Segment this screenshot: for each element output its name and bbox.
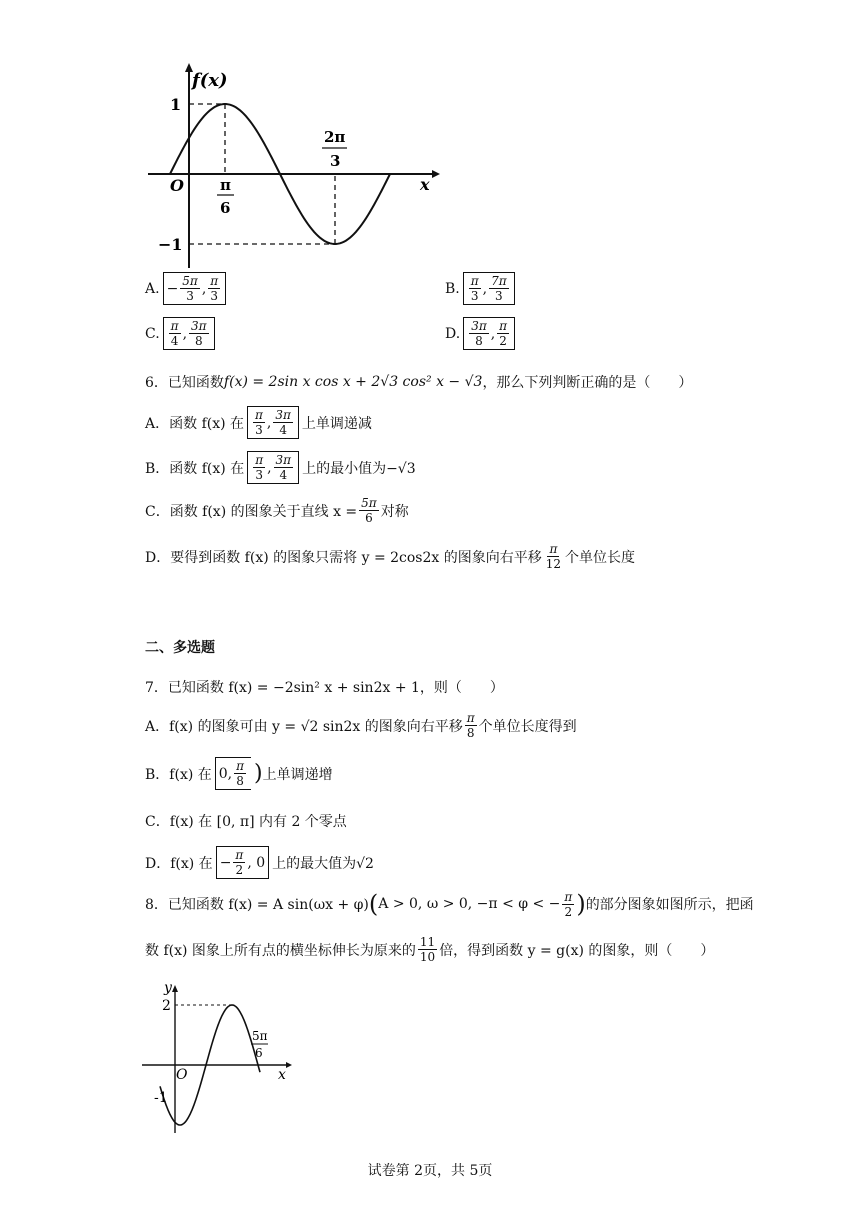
- page-footer: 试卷第 2页，共 5页: [367, 1163, 493, 1179]
- q5-option-d[interactable]: D. $\frac{3\pi}{8}$ , $\frac{\pi}{2}$: [445, 317, 518, 350]
- q7-option-d[interactable]: D． f(x) 在 − $\frac{\pi}{2}$ , 0 上的最大值为√2: [145, 848, 374, 877]
- y-tick-2: 2: [162, 998, 171, 1014]
- y-label-1: f(x): [192, 70, 228, 91]
- q8-stem-line2: 数 f(x) 图象上所有点的横坐标伸长为原来的 $\frac{11}{10}$ 倍，得到函数 y = g(x) 的图象，则（ ）: [145, 935, 715, 964]
- x-tick-5pi6-num: 5π: [252, 1029, 268, 1043]
- x-label-2: x: [278, 1067, 286, 1083]
- section-title-multiple-choice: 二、多选题: [145, 640, 215, 656]
- x-axis-arrow-1: [432, 170, 440, 178]
- q6-option-d[interactable]: D． 要得到函数 f(x) 的图象只需将 y = 2cos2x 的图象向右平移 $\frac{\pi}{12}$ 个单位长度: [145, 542, 636, 571]
- q8-stem-line1: 8．已知函数 f(x) = A sin(ωx + φ) ( A > 0, ω > 0, −π < φ < − $\frac{\pi}{2}$ ) 的部分图象如图所示，把函: [145, 889, 754, 919]
- q6-stem: 6．已知函数 f(x) = 2sin x cos x + 2√3 cos² x − √3 ，那么下列判断正确的是（ ）: [145, 374, 693, 391]
- q7-option-b[interactable]: B． f(x) 在 0, $\frac{\pi}{8}$ ) 上单调递增: [145, 759, 333, 788]
- sine-graph-1: [140, 60, 450, 275]
- q5-option-a[interactable]: A. − $\frac{5\pi}{3}$ , $\frac{\pi}{3}$: [145, 272, 229, 305]
- origin-label-1: O: [170, 176, 184, 195]
- y-label-2: y: [164, 980, 172, 996]
- x-tick-pi6-num: π: [220, 176, 231, 194]
- y-tick-neg1-2: -1: [154, 1090, 168, 1106]
- q5-option-c[interactable]: C. $\frac{\pi}{4}$ , $\frac{3\pi}{8}$: [145, 317, 218, 350]
- q6-option-c[interactable]: C． 函数 f(x) 的图象关于直线 x = $\frac{5\pi}{6}$ 对称: [145, 496, 409, 525]
- q7-option-a[interactable]: A． f(x) 的图象可由 y = √2 sin2x 的图象向右平移 $\frac{\pi}{8}$ 个单位长度得到: [145, 711, 577, 740]
- y-tick-neg1: −1: [158, 235, 183, 254]
- x-tick-pi6-den: 6: [220, 199, 231, 217]
- sine-graph-2: [140, 978, 300, 1138]
- x-tick-2pi3-den: 3: [330, 152, 341, 170]
- x-tick-2pi3-num: 2π: [324, 128, 346, 146]
- x-tick-5pi6-den: 6: [255, 1046, 263, 1060]
- x-axis-arrow-2: [286, 1062, 292, 1068]
- origin-label-2: O: [176, 1067, 188, 1083]
- x-label-1: x: [420, 175, 430, 194]
- y-axis-arrow-2: [172, 985, 178, 992]
- q6-option-b[interactable]: B． 函数 f(x) 在 $\frac{\pi}{3}$ , $\frac{3\pi}{4}$ 上的最小值为−√3: [145, 453, 416, 482]
- q6-option-a[interactable]: A． 函数 f(x) 在 $\frac{\pi}{3}$ , $\frac{3\pi}{4}$ 上单调递减: [145, 408, 372, 437]
- y-tick-1: 1: [170, 95, 182, 114]
- q7-option-c[interactable]: C． f(x) 在 [0, π] 内有 2 个零点: [145, 814, 347, 830]
- q5-option-b[interactable]: B. $\frac{\pi}{3}$ , $\frac{7\pi}{3}$: [445, 272, 518, 305]
- q7-stem: 7．已知函数 f(x) = −2sin² x + sin2x + 1，则（ ）: [145, 680, 504, 696]
